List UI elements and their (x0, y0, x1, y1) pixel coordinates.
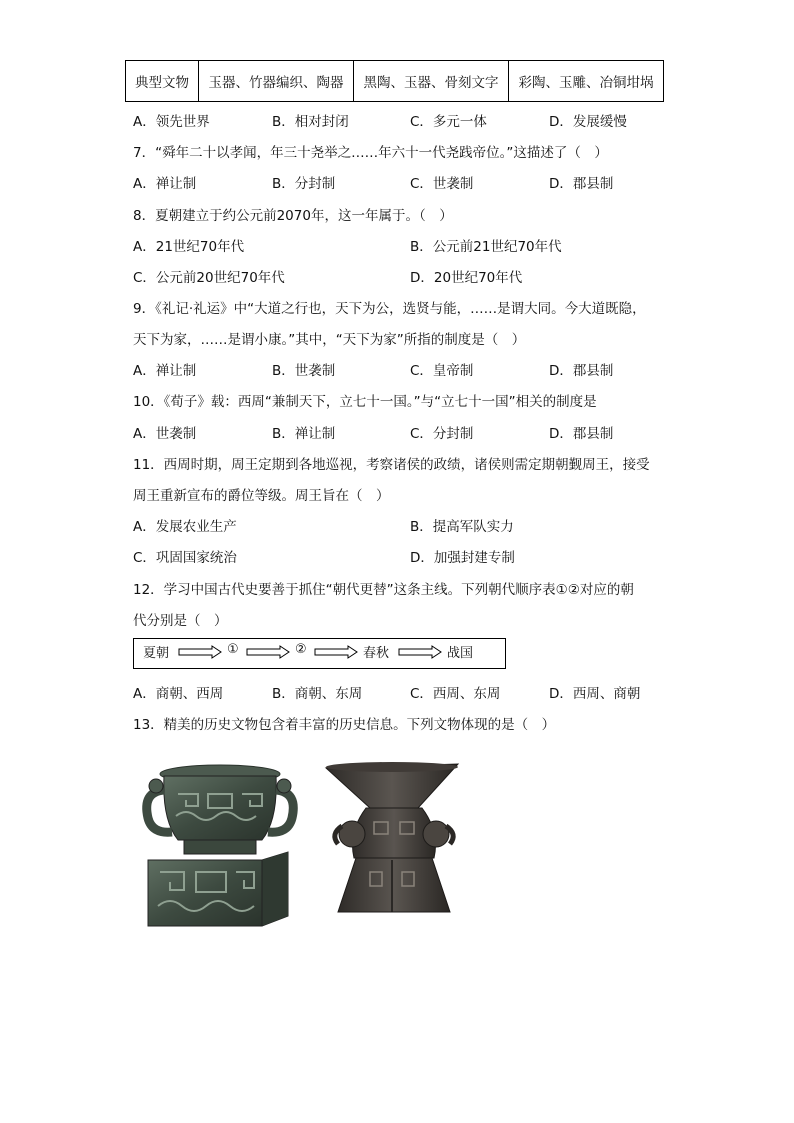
table-cell: 玉器、竹器编织、陶器 (199, 61, 354, 102)
q7-stem: 7．“舜年二十以孝闻，年三十尧举之……年六十一代尧践帝位。”这描述了（ ） (133, 145, 608, 161)
q10-option-c[interactable]: C．分封制 (410, 426, 474, 442)
q11-stem-line2: 周王重新宣布的爵位等级。周王旨在（ ） (133, 488, 390, 504)
q12-option-c[interactable]: C．西周、东周 (410, 686, 501, 702)
q12-option-a[interactable]: A．商朝、西周 (133, 686, 224, 702)
q10-option-d[interactable]: D．郡县制 (549, 426, 614, 442)
dynasty-flow-box (133, 638, 506, 669)
table-cell: 黑陶、玉器、骨刻文字 (354, 61, 509, 102)
q7-option-c[interactable]: C．世袭制 (410, 176, 474, 192)
table-cell: 彩陶、玉雕、冶铜坩埚 (509, 61, 664, 102)
q9-option-c[interactable]: C．皇帝制 (410, 363, 474, 379)
bronze-gui-vessel-image (138, 760, 298, 930)
q7-option-b[interactable]: B．分封制 (272, 176, 336, 192)
flow-item-1: ① (227, 642, 239, 657)
q12-option-b[interactable]: B．商朝、东周 (272, 686, 363, 702)
flow-item-xia: 夏朝 (143, 646, 170, 661)
flow-item-2: ② (295, 642, 307, 657)
q11-option-b[interactable]: B．提高军队实力 (410, 519, 514, 535)
q6-option-b[interactable]: B．相对封闭 (272, 114, 349, 130)
q8-option-c[interactable]: C．公元前20世纪70年代 (133, 270, 285, 286)
q11-stem-line1: 11．西周时期，周王定期到各地巡视，考察诸侯的政绩，诸侯则需定期朝觐周王，接受 (133, 457, 650, 473)
bronze-zun-vessel-image (322, 762, 462, 922)
q7-option-a[interactable]: A．禅让制 (133, 176, 197, 192)
q12-option-d[interactable]: D．西周、商朝 (549, 686, 641, 702)
q12-stem-line1: 12．学习中国古代史要善于抓住“朝代更替”这条主线。下列朝代顺序表①②对应的朝 (133, 582, 634, 598)
flow-arrow-icon (178, 645, 222, 659)
q9-stem-line2: 天下为家，……是谓小康。”其中，“天下为家”所指的制度是（ ） (133, 332, 526, 348)
flow-arrow-icon (314, 645, 358, 659)
q8-stem: 8．夏朝建立于约公元前2070年，这一年属于。（ ） (133, 208, 453, 224)
q10-option-b[interactable]: B．禅让制 (272, 426, 336, 442)
q9-stem-line1: 9．《礼记·礼运》中“大道之行也，天下为公，选贤与能，……是谓大同。今大道既隐， (133, 301, 646, 317)
q8-option-b[interactable]: B．公元前21世纪70年代 (410, 239, 562, 255)
q6-option-d[interactable]: D．发展缓慢 (549, 114, 627, 130)
q6-option-c[interactable]: C．多元一体 (410, 114, 487, 130)
q13-stem: 13．精美的历史文物包含着丰富的历史信息。下列文物体现的是（ ） (133, 717, 556, 733)
q9-option-b[interactable]: B．世袭制 (272, 363, 336, 379)
q7-option-d[interactable]: D．郡县制 (549, 176, 614, 192)
q11-option-a[interactable]: A．发展农业生产 (133, 519, 237, 535)
table-row (126, 61, 664, 102)
flow-item-zhanguo: 战国 (447, 646, 474, 661)
q11-option-c[interactable]: C．巩固国家统治 (133, 550, 237, 566)
flow-arrow-icon (246, 645, 290, 659)
q10-stem: 10．《荀子》载：西周“兼制天下，立七十一国。”与“立七十一国”相关的制度是 (133, 394, 597, 410)
table-cell: 典型文物 (126, 61, 199, 102)
q9-option-d[interactable]: D．郡县制 (549, 363, 614, 379)
flow-item-chunqiu: 春秋 (363, 646, 390, 661)
q8-option-d[interactable]: D．20世纪70年代 (410, 270, 523, 286)
q12-stem-line2: 代分别是（ ） (133, 613, 228, 629)
flow-arrow-icon (398, 645, 442, 659)
q10-option-a[interactable]: A．世袭制 (133, 426, 197, 442)
q11-option-d[interactable]: D．加强封建专制 (410, 550, 515, 566)
q6-option-a[interactable]: A．领先世界 (133, 114, 210, 130)
q8-option-a[interactable]: A．21世纪70年代 (133, 239, 245, 255)
q9-option-a[interactable]: A．禅让制 (133, 363, 197, 379)
artifact-table (125, 60, 664, 102)
